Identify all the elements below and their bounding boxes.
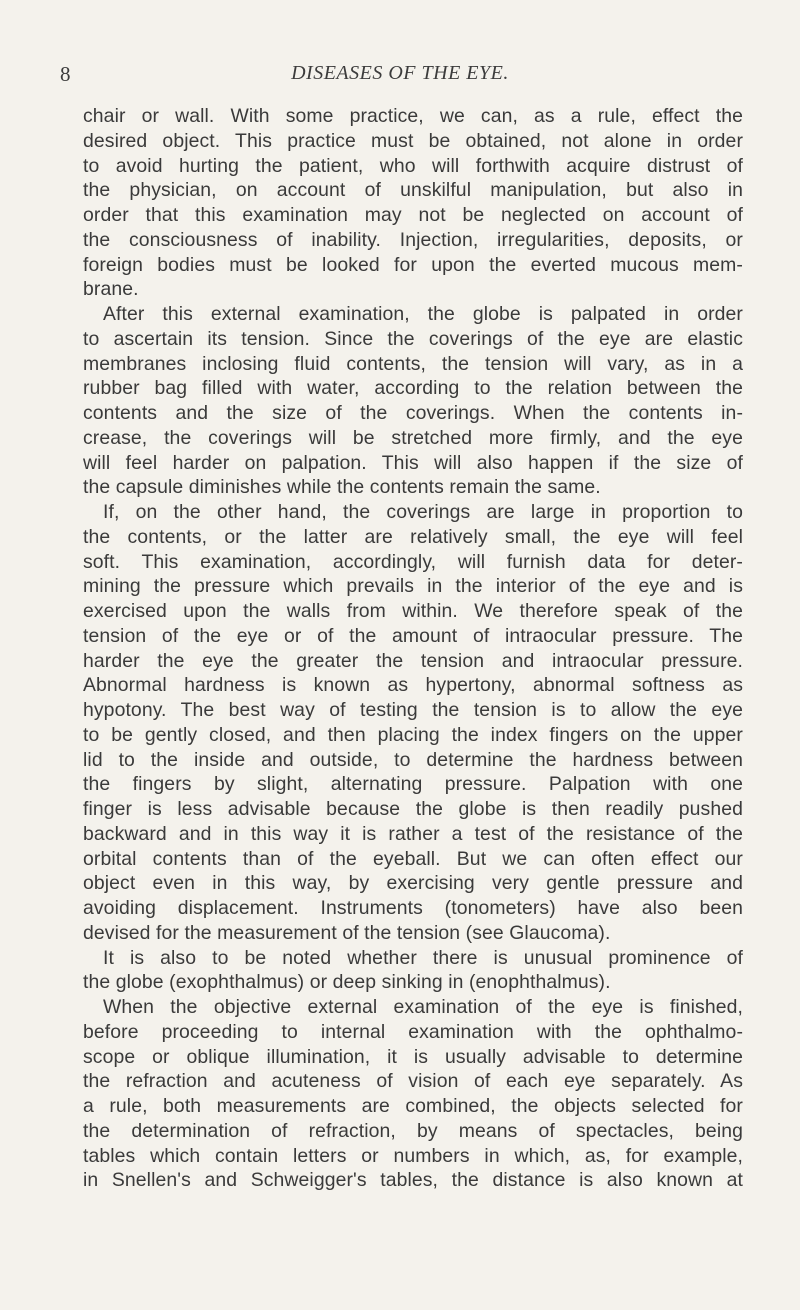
text-line: scope or oblique illumination, it is usually advisable to determine <box>83 1045 743 1068</box>
text-line: the determination of refraction, by means of spectacles, being <box>83 1119 743 1142</box>
body-text <box>83 104 743 1193</box>
page-number: 8 <box>60 62 71 86</box>
text-line: the refraction and acuteness of vision of each eye separately. As <box>83 1070 743 1093</box>
text-line: tension of the eye or of the amount of intraocular pressure. The <box>83 624 743 647</box>
text-line: to ascertain its tension. Since the coverings of the eye are elastic <box>83 327 743 350</box>
text-line: It is also to be noted whether there is unusual prominence of <box>103 946 743 969</box>
text-line: crease, the coverings will be stretched more firmly, and the eye <box>83 426 743 449</box>
text-line: harder the eye the greater the tension and intraocular pressure. <box>83 649 743 672</box>
text-line: object even in this way, by exercising very gentle pressure and <box>83 872 743 895</box>
text-line: After this external examination, the globe is palpated in order <box>103 303 743 325</box>
text-line: in Snellen's and Schweigger's tables, the distance is also known at <box>83 1169 743 1192</box>
text-line: exercised upon the walls from within. We therefore speak of the <box>83 600 743 622</box>
text-line: the globe (exophthalmus) or deep sinking in (enophthalmus). <box>83 971 611 994</box>
text-line: hypotony. The best way of testing the tension is to allow the eye <box>83 699 743 721</box>
text-line: membranes inclosing fluid contents, the tension will vary, as in a <box>83 352 743 375</box>
text-line: the consciousness of inability. Injection, irregularities, deposits, or <box>83 228 743 251</box>
text-line: mining the pressure which prevails in the interior of the eye and is <box>83 575 743 598</box>
text-line: orbital contents than of the eyeball. But we can often effect our <box>83 847 743 870</box>
text-line: contents and the size of the coverings. When the contents in- <box>83 402 743 424</box>
text-line: desired object. This practice must be obtained, not alone in order <box>83 129 743 152</box>
text-line: the capsule diminishes while the contents remain the same. <box>83 476 601 499</box>
text-line: a rule, both measurements are combined, the objects selected for <box>83 1095 743 1117</box>
text-line: backward and in this way it is rather a test of the resistance of the <box>83 822 743 845</box>
text-line: will feel harder on palpation. This will also happen if the size of <box>83 451 743 474</box>
text-line: to avoid hurting the patient, who will forthwith acquire distrust of <box>83 154 743 177</box>
text-line: finger is less advisable because the globe is then readily pushed <box>83 798 743 820</box>
text-line: before proceeding to internal examination with the ophthalmo- <box>83 1020 743 1043</box>
text-line: Abnormal hardness is known as hypertony, abnormal softness as <box>83 674 743 697</box>
text-line: brane. <box>83 278 139 301</box>
text-line: tables which contain letters or numbers in which, as, for example, <box>83 1144 743 1167</box>
text-line: If, on the other hand, the coverings are large in proportion to <box>103 501 743 523</box>
text-line: soft. This examination, accordingly, will furnish data for deter- <box>83 550 743 573</box>
text-line: foreign bodies must be looked for upon the everted mucous mem- <box>83 253 743 276</box>
text-line: the fingers by slight, alternating pressure. Palpation with one <box>83 773 743 796</box>
text-line: devised for the measurement of the tension (see Glaucoma). <box>83 921 611 944</box>
text-line: the contents, or the latter are relatively small, the eye will feel <box>83 525 743 548</box>
text-line: lid to the inside and outside, to determine the hardness between <box>83 748 743 771</box>
text-line: order that this examination may not be neglected on account of <box>83 204 743 226</box>
text-line: When the objective external examination of the eye is finished, <box>103 996 743 1018</box>
text-line: chair or wall. With some practice, we can, as a rule, effect the <box>83 105 743 127</box>
text-line: rubber bag filled with water, according to the relation between the <box>83 377 743 400</box>
page-header <box>0 62 800 90</box>
text-line: the physician, on account of unskilful manipulation, but also in <box>83 179 743 202</box>
text-line: avoiding displacement. Instruments (tonometers) have also been <box>83 897 743 919</box>
text-line: to be gently closed, and then placing the index fingers on the upper <box>83 723 743 746</box>
running-head: DISEASES OF THE EYE. <box>291 62 509 84</box>
